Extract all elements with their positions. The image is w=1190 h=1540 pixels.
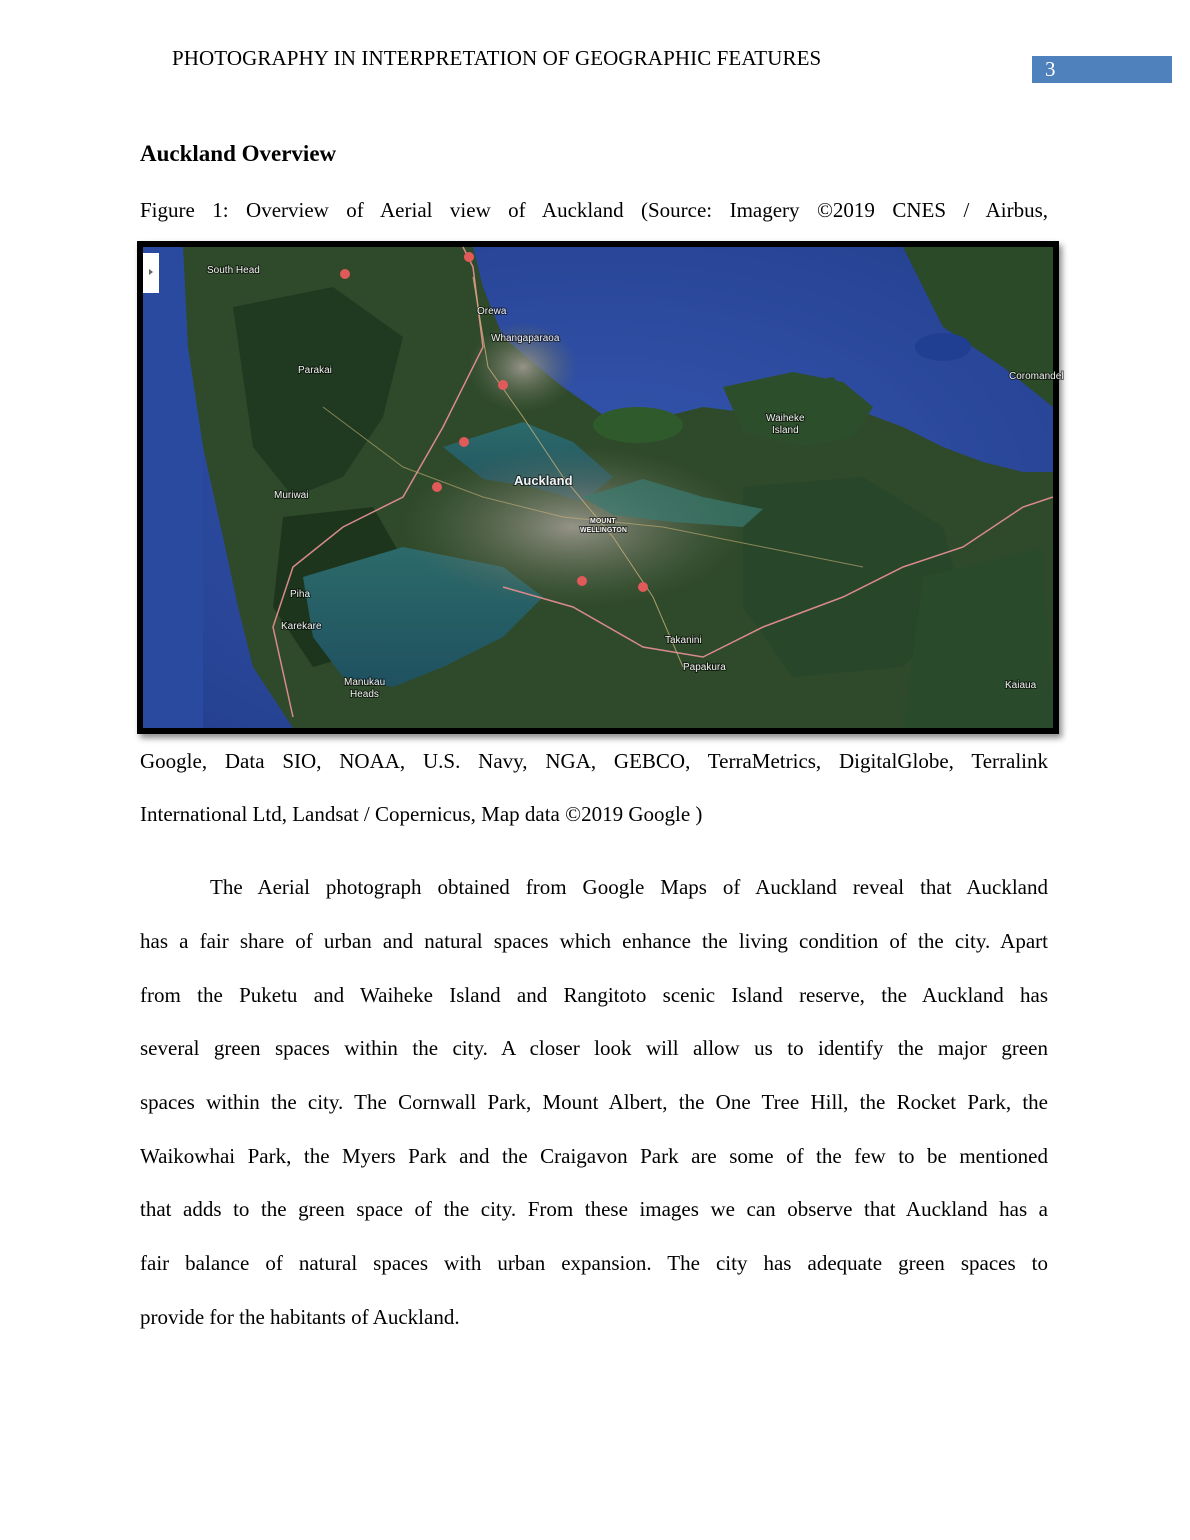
- map-label-kaiaua: Kaiaua: [1005, 680, 1037, 691]
- route-marker: [340, 269, 350, 279]
- aerial-map-image: [143, 247, 1064, 728]
- map-label-takanini: Takanini: [665, 635, 702, 646]
- route-marker: [498, 380, 508, 390]
- paragraph-line: The Aerial photograph obtained from Google Maps of Auckland reveal that Auckland: [210, 875, 1048, 899]
- map-label-papakura: Papakura: [683, 662, 726, 673]
- figure-caption-line-1: Figure 1: Overview of Aerial view of Auckland (Source: Imagery ©2019 CNES / Airbus,: [140, 198, 1048, 222]
- section-heading: Auckland Overview: [140, 141, 337, 166]
- map-label-karekare: Karekare: [281, 621, 322, 632]
- route-marker: [459, 437, 469, 447]
- paragraph-line: several green spaces within the city. A closer look will allow us to identify the major green: [140, 1036, 1048, 1060]
- route-marker: [432, 482, 442, 492]
- map-label-island: Island: [772, 425, 799, 436]
- map-label-mount: MOUNT: [590, 518, 616, 525]
- route-marker: [577, 576, 587, 586]
- paragraph-line: that adds to the green space of the city. From these images we can observe that Auckland has a: [140, 1197, 1048, 1221]
- route-marker: [638, 582, 648, 592]
- map-label-orewa: Orewa: [477, 306, 507, 317]
- paragraph-line: has a fair share of urban and natural spaces which enhance the living condition of the city. Apart: [140, 929, 1048, 953]
- map-label-piha: Piha: [290, 589, 311, 600]
- map-label-whangaparaoa: Whangaparaoa: [491, 333, 560, 344]
- aerial-map-figure: [137, 241, 1064, 734]
- paragraph-line: spaces within the city. The Cornwall Park, Mount Albert, the One Tree Hill, the Rocket Park, the: [140, 1090, 1048, 1114]
- map-label-waiheke: Waiheke: [766, 413, 805, 424]
- map-label-coromandel: Coromandel: [1009, 371, 1064, 382]
- paragraph-line: provide for the habitants of Auckland.: [140, 1305, 460, 1329]
- map-label-parakai: Parakai: [298, 365, 332, 376]
- map-label-manukau: Manukau: [344, 677, 386, 688]
- paragraph-line: from the Puketu and Waiheke Island and Rangitoto scenic Island reserve, the Auckland has: [140, 983, 1048, 1007]
- rangitoto-island: [593, 407, 683, 443]
- paragraph-line: fair balance of natural spaces with urban expansion. The city has adequate green spaces to: [140, 1251, 1048, 1275]
- page-number: 3: [1032, 56, 1172, 83]
- urban-area: [403, 447, 743, 607]
- map-label-heads: Heads: [350, 689, 379, 700]
- map-label-auckland: Auckland: [514, 473, 573, 488]
- figure-caption-line-2: Google, Data SIO, NOAA, U.S. Navy, NGA, GEBCO, TerraMetrics, DigitalGlobe, Terralink: [140, 749, 1048, 773]
- map-label-muriwai: Muriwai: [274, 490, 309, 501]
- figure-caption-line-3: International Ltd, Landsat / Copernicus, Map data ©2019 Google ): [140, 802, 703, 826]
- map-label-south-head: South Head: [207, 265, 260, 276]
- route-marker: [464, 252, 474, 262]
- paragraph-line: Waikowhai Park, the Myers Park and the Craigavon Park are some of the few to be mentioned: [140, 1144, 1048, 1168]
- running-head: PHOTOGRAPHY IN INTERPRETATION OF GEOGRAPHIC FEATURES: [172, 46, 822, 70]
- map-label-wellington: WELLINGTON: [580, 527, 627, 534]
